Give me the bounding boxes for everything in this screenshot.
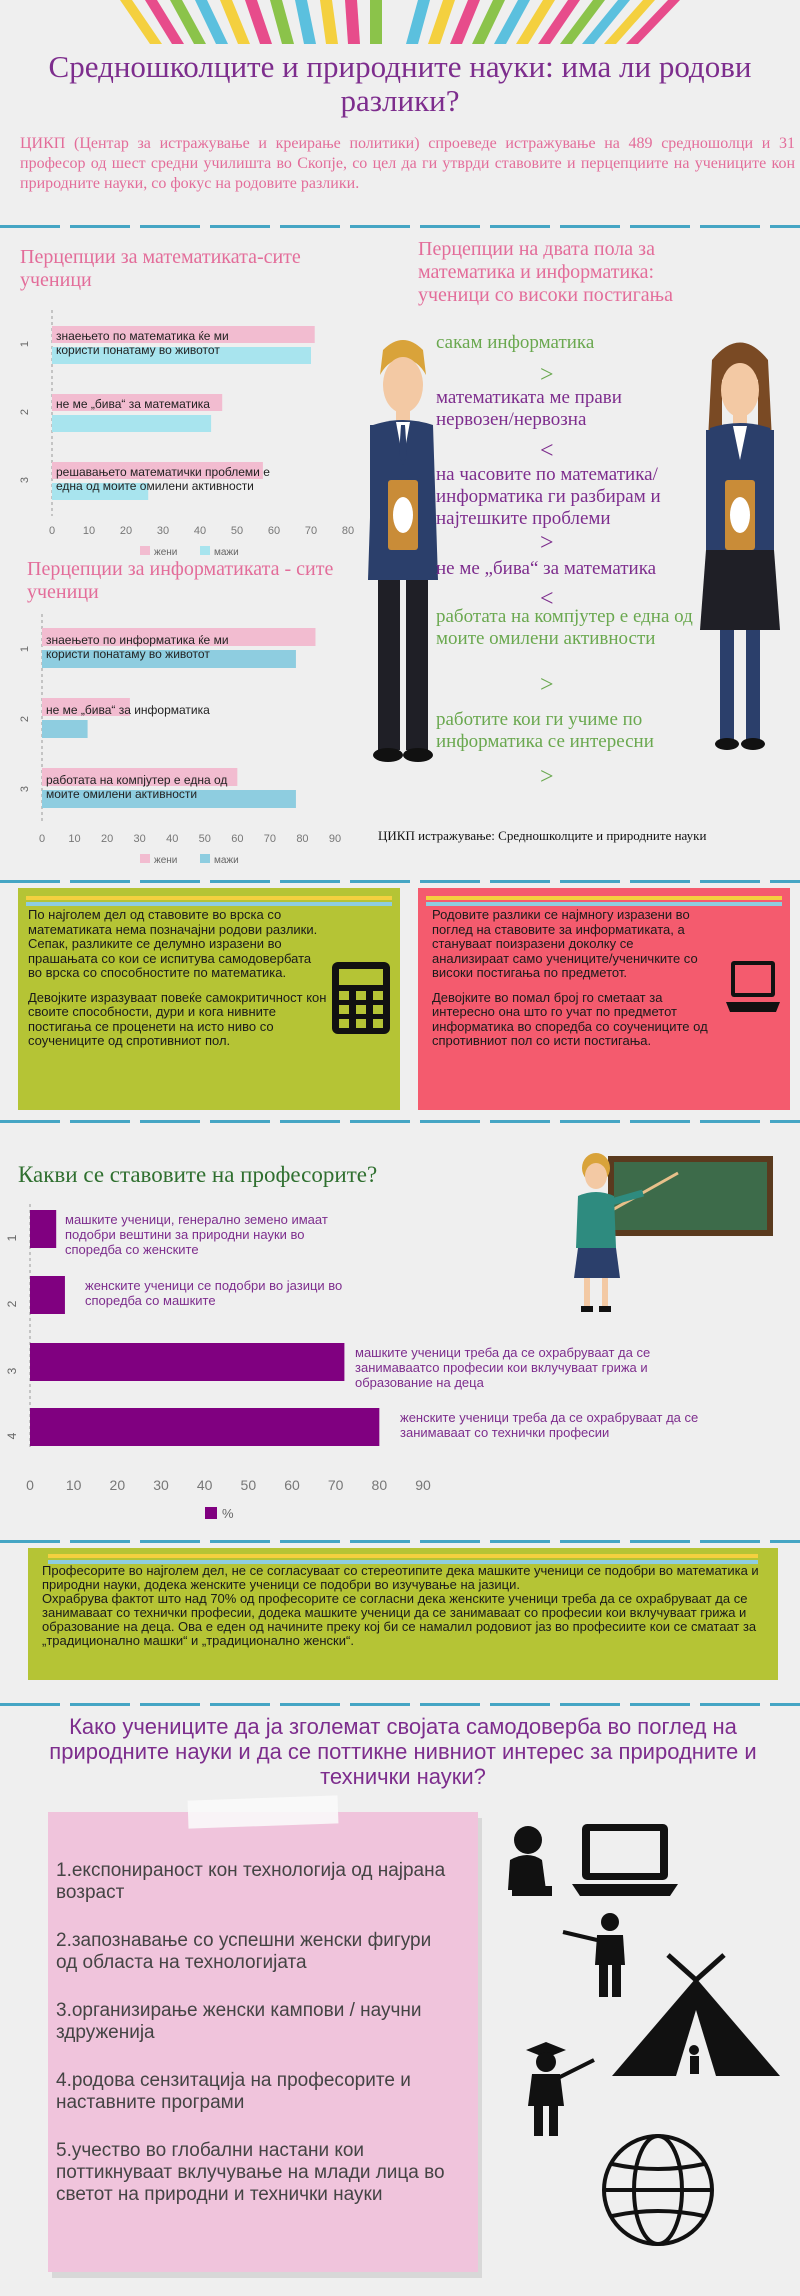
- gender-compare-item: сакам информатика: [436, 332, 595, 353]
- teachers-summary-p1: Професорите во најголем дел, не се согласуваат со стереотипите дека машките ученици се подобри во математика и природни науки, додека женските ученици се подобри во изучување на јазици.: [42, 1563, 759, 1592]
- legend-label: мажи: [214, 855, 239, 866]
- math-findings-p2: Девојките изразуваат повеќе самокритичност кон своите способности, дури и кога нивните постигања се проценети на исто ниво со соучениците од спротивниот пол.: [28, 989, 327, 1048]
- teachers-chart: [5, 1200, 800, 1530]
- info-findings-p1: Родовите разлики се најмногу изразени во поглед на ставовите за информатиката, а стануваат поизразени доколку се анализираат само учениците/ученичките со високи постигања по предметот.: [432, 907, 698, 980]
- x-tick-label: 10: [65, 1477, 82, 1493]
- math-chart: [19, 300, 360, 558]
- category-label: знаењето по информатика ќе ми користи понатаму во животот: [46, 633, 229, 661]
- tent-camp-icon: [608, 1950, 784, 2080]
- recommendation-item: 2.запознавање со успешни женски фигури од областа на технологијата: [56, 1930, 432, 1973]
- teachers-summary-card: [28, 1548, 778, 1680]
- comparison-sign: <: [540, 586, 554, 612]
- legend-swatch: [205, 1507, 217, 1519]
- girl-student-illustration: [692, 330, 787, 810]
- divider: [0, 1540, 800, 1543]
- info-findings-p2: Девојките во помал број го сметаат за интересно она што го учат по предметот информатика во споредба со соучениците од спротивниот пол со исти постигања.: [432, 989, 708, 1048]
- category-label: женските ученици треба да се охрабруваат да се занимаваат со технички професии: [400, 1410, 699, 1440]
- x-tick-label: 80: [371, 1477, 388, 1493]
- x-tick-label: 90: [415, 1477, 431, 1493]
- bar-percent: [30, 1343, 344, 1381]
- legend-label: жени: [154, 547, 178, 558]
- globe-icon: [598, 2130, 718, 2250]
- teachers-summary-p2: Охрабрува фактот што над 70% од професорите се согласни дека женските ученици треба да се охрабруваат да се занимаваат со технички професии, додека машките ученици да се занимаваат со професии кои вклучуваат грижа и образование на деца. Ова е еден од начините преку кој би се намалил родовиот јаз во професиите кои се сматаат за „традиционално машки“ и „традиционално женски“.: [42, 1591, 757, 1648]
- page-title: Средношколците и природните науки: има ли родови разлики?: [48, 49, 752, 118]
- x-tick-label: 50: [240, 1477, 257, 1493]
- category-tick-label: 2: [19, 715, 31, 723]
- divider: [0, 225, 800, 228]
- x-tick-label: 30: [133, 833, 146, 845]
- x-tick-label: 40: [166, 833, 179, 845]
- x-tick-label: 40: [196, 1477, 213, 1493]
- bar-percent: [30, 1408, 379, 1446]
- x-tick-label: 90: [328, 833, 342, 845]
- legend-label: жени: [154, 855, 178, 866]
- x-tick-label: 20: [100, 833, 114, 845]
- gender-compare-item: не ме „бива“ за математика: [436, 558, 657, 579]
- divider: [0, 880, 800, 883]
- bar-percent: [30, 1210, 56, 1248]
- recommendations-title: Како учениците да ја зголемат својата самодоверба во поглед на природните науки и да се поттикне нивниот интерес за природните и технички науки?: [49, 1714, 757, 1789]
- x-tick-label: 70: [304, 525, 318, 537]
- x-tick-label: 40: [193, 525, 207, 537]
- bar-мажи: [42, 720, 88, 738]
- recommendations-card: [48, 1812, 478, 2272]
- gender-compare-item: математиката ме прави нервозен/нервозна: [436, 387, 622, 430]
- gender-compare-item: работите кои ги учиме по информатика се интересни: [436, 709, 654, 752]
- x-tick-label: 0: [38, 833, 46, 845]
- x-tick-label: 20: [119, 525, 133, 537]
- legend-swatch: [200, 546, 210, 555]
- category-label: работата на компјутер е една од моите омилени активности: [46, 773, 228, 801]
- source-caption: ЦИКП истражување: Средношколците и природните науки: [378, 828, 707, 843]
- legend-swatch: [140, 546, 150, 555]
- divider: [0, 1120, 800, 1123]
- category-label: решавањето математички проблеми е една од моите омилени активности: [56, 465, 270, 493]
- x-tick-label: 20: [109, 1477, 126, 1493]
- teachers-title: Какви се ставовите на професорите?: [18, 1162, 378, 1187]
- x-tick-label: 30: [153, 1477, 169, 1493]
- math-findings-card: [18, 888, 400, 1110]
- category-tick-label: 3: [5, 1367, 19, 1375]
- legend-label: %: [222, 1506, 234, 1521]
- category-label: знаењето по математика ќе ми користи понатаму во животот: [56, 329, 229, 357]
- x-tick-label: 10: [82, 525, 96, 537]
- x-tick-label: 80: [341, 525, 355, 537]
- x-tick-label: 30: [156, 525, 170, 537]
- bar-percent: [30, 1276, 65, 1314]
- x-tick-label: 50: [230, 525, 244, 537]
- info-chart-title: Перцепции за информатиката - сите ученици: [27, 558, 334, 603]
- category-tick-label: 2: [5, 1300, 19, 1308]
- recommendation-item: 3.организирање женски кампови / научни здружениja: [56, 2000, 422, 2043]
- x-tick-label: 60: [267, 525, 281, 537]
- comparison-sign: >: [540, 362, 554, 388]
- intro-paragraph: ЦИКП (Центар за истражување и креирање политики) спроеведе истражување на 489 средношолци и 31 професор од шест средни училишта во Скопје, со цел да ги утврди ставовите и перцепциите на учениците кон природните науки, со фокус на родовите разлики.: [20, 135, 795, 192]
- info-findings-card: [418, 888, 790, 1110]
- bar-мажи: [52, 415, 211, 432]
- category-label: женските ученици се подобри во јазици во споредба со машките: [85, 1278, 343, 1308]
- category-tick-label: 1: [5, 1234, 19, 1242]
- child-with-laptop-icon: [500, 1820, 680, 1900]
- calculator-icon: [330, 960, 392, 1036]
- category-label: машките ученици треба да се охрабруваат да се занимаваатсо професии кои вклучуваат грижа и образование на деца: [355, 1345, 651, 1390]
- x-tick-label: 70: [263, 833, 277, 845]
- comparison-sign: <: [540, 438, 554, 464]
- category-label: машките ученици, генерално земено имаат подобри вештини за природни науки во споредба со женските: [65, 1212, 328, 1257]
- divider: [0, 1703, 800, 1706]
- gender-compare-title: Перцепции на двата пола за математика и информатика: ученици со високи постигања: [418, 238, 674, 306]
- x-tick-label: 0: [26, 1477, 34, 1493]
- comparison-sign: >: [540, 530, 554, 556]
- comparison-sign: >: [540, 764, 554, 790]
- category-tick-label: 3: [19, 476, 31, 484]
- x-tick-label: 10: [68, 833, 81, 845]
- category-tick-label: 3: [19, 785, 31, 793]
- top-stripes-decoration: [100, 0, 700, 44]
- recommendation-item: 4.родова сензитација на професорите и наставните програми: [56, 2070, 411, 2113]
- category-tick-label: 1: [19, 340, 31, 348]
- legend-swatch: [200, 854, 210, 863]
- recommendation-item: 5.учество во глобални настани кои поттикнуваат вклучување на млади лица во светот на природни и технички науки: [56, 2140, 445, 2205]
- category-label: не ме „бива“ за информатика: [46, 703, 210, 717]
- x-tick-label: 60: [231, 833, 244, 845]
- math-chart-title: Перцепции за математиката-сите ученици: [20, 246, 301, 291]
- math-findings-p1: По најголем дел од ставовите во врска со математиката нема позначајни родови разлики. Сепак, разликите се делумно изразени во прашањата со кои се испитува самодовербата во врска со способностите по математика.: [28, 907, 318, 980]
- legend-label: мажи: [214, 547, 239, 558]
- category-tick-label: 4: [5, 1432, 19, 1440]
- recommendation-item: 1.експонираност кон технологија од најрана возраст: [56, 1860, 446, 1903]
- x-tick-label: 80: [296, 833, 309, 845]
- boy-student-illustration: [358, 330, 448, 800]
- x-tick-label: 50: [198, 833, 211, 845]
- info-chart: [20, 606, 360, 866]
- gender-compare-item: на часовите по математика/информатика ги разбирам и најтешките проблеми: [436, 464, 661, 529]
- x-tick-label: 70: [327, 1477, 344, 1493]
- category-tick-label: 1: [19, 645, 31, 653]
- comparison-sign: >: [540, 672, 554, 698]
- category-tick-label: 2: [19, 408, 31, 416]
- graduate-pointing-icon: [516, 2038, 596, 2138]
- x-tick-label: 60: [284, 1477, 300, 1493]
- category-label: не ме „бива“ за математика: [56, 397, 210, 411]
- legend-swatch: [140, 854, 150, 863]
- gender-compare-item: работата на компјутер е една од моите омилени активности: [436, 606, 693, 649]
- x-tick-label: 0: [48, 525, 56, 537]
- laptop-icon: [724, 958, 782, 1018]
